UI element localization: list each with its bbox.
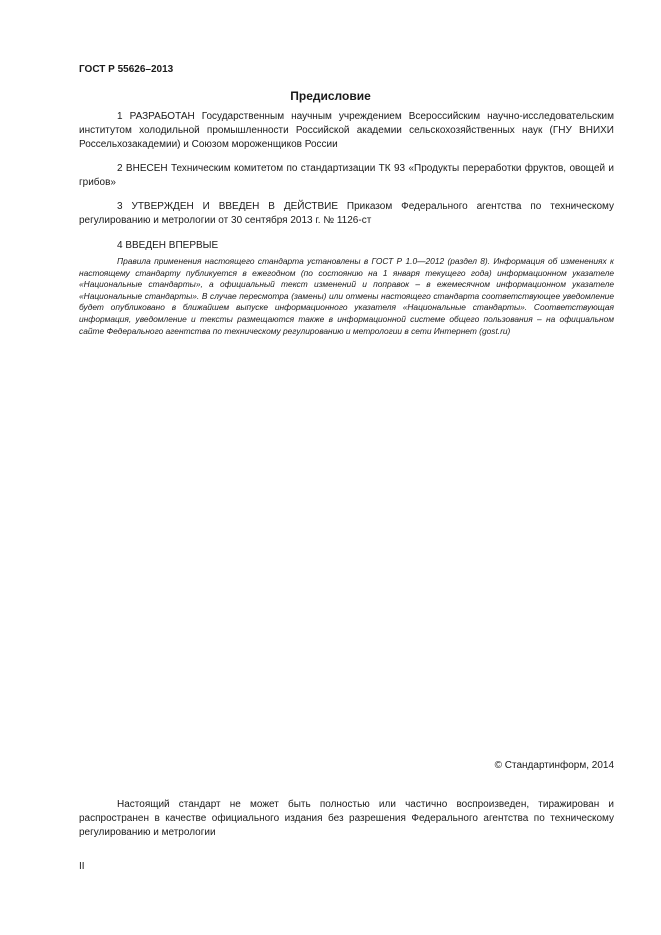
page-number: II [79,861,85,872]
paragraph-approved: 3 УТВЕРЖДЕН И ВВЕДЕН В ДЕЙСТВИЕ Приказом Федерального агентства по техническому регулированию и метрологии от 30 сентября 2013 г. № 1126-ст [79,201,614,226]
reproduction-notice: Настоящий стандарт не может быть полностью или частично воспроизведен, тиражирован и распространен в качестве официального издания без разрешения Федерального агентства по техническому регулированию и метрологии [79,799,614,838]
application-rules-note [79,256,614,337]
copyright-notice: © Стандартинформ, 2014 [494,760,614,771]
page-title: Предисловие [290,89,371,103]
paragraph-developed-by: 1 РАЗРАБОТАН Государственным научным учреждением Всероссийским научно-исследовательским институтом холодильной промышленности Российской академии сельскохозяйственных наук (ГНУ ВНИХИ Россельхозакадемии) и Союзом мороженщиков России [79,111,614,150]
paragraph-first-introduced: 4 ВВЕДЕН ВПЕРВЫЕ [117,240,219,251]
document-code-header: ГОСТ Р 55626–2013 [79,64,174,75]
paragraph-introduced-by: 2 ВНЕСЕН Техническим комитетом по стандартизации ТК 93 «Продукты переработки фруктов, овощей и грибов» [79,163,614,188]
application-rules-note-text: Правила применения настоящего стандарта установлены в ГОСТ Р 1.0—2012 (раздел 8). Информация об изменениях к настоящему стандарту публикуется в ежегодном (по состоянию на 1 января текущего года) информационном указателе «Национальные стандарты», а официальный текст изменений и поправок – в ежемесячном информационном указателе «Национальные стандарты». В случае пересмотра (замены) или отмены настоящего стандарта соответствующее уведомление будет опубликовано в ближайшем выпуске информационного указателя «Национальные стандарты». Соответствующая информация, уведомление и тексты размещаются также в информационной системе общего пользования – на официальном сайте Федерального агентства по техническому регулированию и метрологии в сети Интернет (gost.ru) [79,256,614,336]
